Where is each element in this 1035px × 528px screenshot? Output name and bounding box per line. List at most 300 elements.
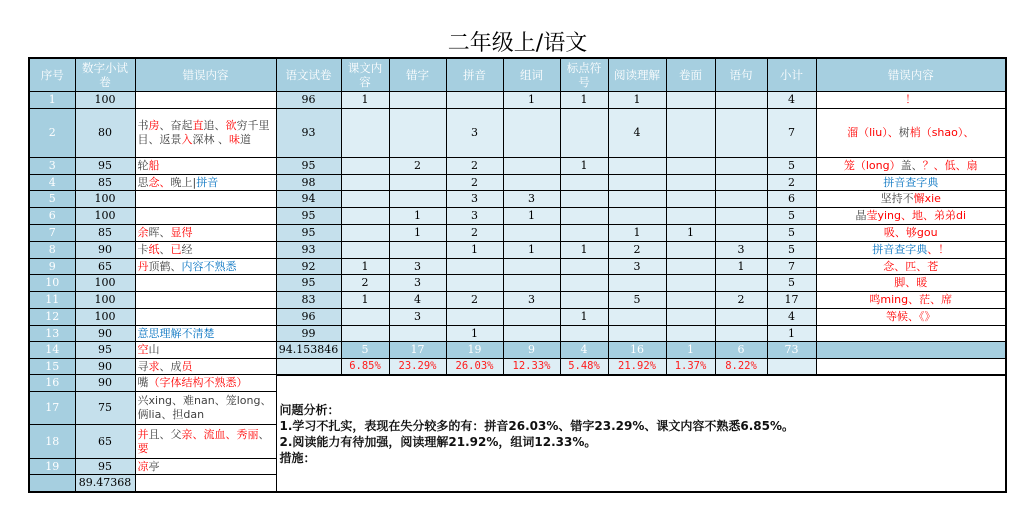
- error-text-segment: 莹ying、地、弟弟di: [866, 209, 967, 222]
- error-text-segment: 追、: [203, 119, 226, 132]
- error-text-segment: 道: [240, 133, 251, 146]
- error-text-segment: 吸、够gou: [883, 226, 938, 239]
- error-count: [715, 208, 767, 225]
- error-count: [608, 158, 666, 175]
- error-content: [135, 275, 276, 292]
- error-text-segment: 脚、暖: [894, 276, 928, 289]
- error-text-segment: 要: [137, 441, 149, 455]
- error-text-segment: 嘴: [137, 376, 149, 389]
- error-text-segment: 思: [137, 175, 149, 189]
- percent-value: 8.22%: [715, 359, 767, 375]
- error-content: [135, 459, 276, 475]
- error-content: [135, 208, 276, 225]
- exam-score: 94: [276, 191, 341, 208]
- row-number: 16: [29, 375, 75, 392]
- percent-value: 6.85%: [341, 359, 389, 375]
- percent-value: 21.92%: [608, 359, 666, 375]
- error-text-segment: 盖、: [900, 159, 923, 172]
- error-count: 1: [560, 309, 608, 326]
- exam-score: 83: [276, 292, 341, 309]
- quiz-score: 100: [75, 92, 135, 109]
- error-count: [560, 191, 608, 208]
- error-count: 3: [389, 259, 446, 275]
- error-count: [715, 326, 767, 342]
- exam-score: 92: [276, 259, 341, 275]
- subtotal: 7: [767, 259, 816, 275]
- subtotal: 2: [767, 175, 816, 191]
- error-text-segment: 念、: [148, 175, 171, 189]
- row-number: 3: [29, 158, 75, 175]
- error-count: [341, 326, 389, 342]
- error-count: [389, 326, 446, 342]
- error-text-segment: ！: [905, 93, 917, 106]
- error-count: [560, 175, 608, 191]
- error-count: 4: [389, 292, 446, 309]
- exam-average: 94.153846: [276, 342, 341, 359]
- error-text-segment: 凉: [137, 459, 149, 473]
- error-count: [560, 275, 608, 292]
- error-content: [135, 158, 276, 175]
- error-text-segment: 晚上|: [170, 175, 197, 189]
- error-text-segment: 余: [137, 226, 149, 239]
- error-content: [135, 225, 276, 242]
- error-count: [560, 326, 608, 342]
- error-content: [135, 191, 276, 208]
- error-count: [666, 109, 715, 158]
- quiz-score: 95: [75, 158, 135, 175]
- error-count: 1: [341, 292, 389, 309]
- error-count: [341, 242, 389, 259]
- error-text-segment: （字体结构不熟悉）: [148, 376, 248, 389]
- percent-value: 5.48%: [560, 359, 608, 375]
- error-count: 1: [608, 225, 666, 242]
- error-count: 2: [446, 225, 503, 242]
- analysis-measures: 措施：: [279, 450, 316, 465]
- column-header: 小计: [767, 58, 816, 92]
- subtotal: 5: [767, 225, 816, 242]
- error-count: [341, 208, 389, 225]
- error-count: [503, 109, 560, 158]
- subtotal: 5: [767, 242, 816, 259]
- error-count: [666, 242, 715, 259]
- error-content-right: [816, 259, 1006, 275]
- error-content: [135, 309, 276, 326]
- error-content-right: [816, 242, 1006, 259]
- error-text-segment: 深林 、: [192, 133, 229, 146]
- row-number: 10: [29, 275, 75, 292]
- error-count: 1: [389, 225, 446, 242]
- quiz-score: 90: [75, 375, 135, 392]
- error-text-segment: 晶: [855, 209, 867, 222]
- percent-value: 1.37%: [666, 359, 715, 375]
- error-count: [666, 326, 715, 342]
- table-row: [29, 309, 1006, 326]
- error-count: [608, 175, 666, 191]
- error-count: [560, 208, 608, 225]
- error-count: 1: [560, 158, 608, 175]
- column-header: 组词: [503, 58, 560, 92]
- column-header: 错字: [389, 58, 446, 92]
- error-text-segment: 意思理解不清楚: [137, 326, 215, 340]
- quiz-score: 100: [75, 208, 135, 225]
- error-text-segment: 且、父: [148, 427, 182, 441]
- error-count: 1: [341, 92, 389, 109]
- error-text-segment: 、！: [927, 243, 950, 256]
- error-content-right: [816, 158, 1006, 175]
- total-count: 5: [341, 342, 389, 359]
- table-row: [29, 242, 1006, 259]
- error-text-segment: 显得: [170, 226, 193, 239]
- percent-blank: [276, 359, 341, 375]
- total-count: 17: [389, 342, 446, 359]
- row-number: 12: [29, 309, 75, 326]
- subtotal: 6: [767, 191, 816, 208]
- error-text-segment: 船: [148, 159, 160, 172]
- column-header: 标点符号: [560, 58, 608, 92]
- quiz-score: 89.47368: [75, 475, 135, 492]
- total-subtotal: 73: [767, 342, 816, 359]
- error-count: [503, 275, 560, 292]
- row-number: 11: [29, 292, 75, 309]
- error-count: 4: [608, 109, 666, 158]
- table-row: [29, 259, 1006, 275]
- error-text-segment: 鸣ming、茫、席: [869, 293, 953, 306]
- error-content-right: [816, 175, 1006, 191]
- row-number: 1: [29, 92, 75, 109]
- error-count: [446, 309, 503, 326]
- error-count: [715, 158, 767, 175]
- table-row: [29, 175, 1006, 191]
- row-number: 6: [29, 208, 75, 225]
- percent-value: 23.29%: [389, 359, 446, 375]
- error-text-segment: 房: [148, 119, 160, 132]
- subtotal: 17: [767, 292, 816, 309]
- error-count: [666, 208, 715, 225]
- table-row: [29, 275, 1006, 292]
- error-text-segment: 兴xing、难nan、笼long、俩lia、担dan: [137, 394, 272, 421]
- error-count: [666, 191, 715, 208]
- error-content: [135, 342, 276, 359]
- error-count: [503, 158, 560, 175]
- error-text-segment: 经: [181, 243, 193, 256]
- page-title: 二年级上/语文: [447, 31, 588, 56]
- error-text-segment: 坚持不: [880, 192, 914, 205]
- quiz-score: 90: [75, 326, 135, 342]
- table-row: [29, 225, 1006, 242]
- error-count: [715, 225, 767, 242]
- error-content-right: [816, 309, 1006, 326]
- exam-score: 95: [276, 208, 341, 225]
- exam-score: 95: [276, 225, 341, 242]
- column-header: 错误内容: [135, 58, 276, 92]
- column-header: 课文内容: [341, 58, 389, 92]
- exam-score: 98: [276, 175, 341, 191]
- error-count: [715, 309, 767, 326]
- error-count: [560, 292, 608, 309]
- error-content: [135, 259, 276, 275]
- error-count: [503, 225, 560, 242]
- total-count: 6: [715, 342, 767, 359]
- subtotal: 5: [767, 275, 816, 292]
- error-count: 1: [389, 208, 446, 225]
- table-row: [29, 292, 1006, 309]
- error-text-segment: 书: [137, 119, 149, 132]
- row-number: 4: [29, 175, 75, 191]
- error-count: [389, 242, 446, 259]
- quiz-score: 75: [75, 392, 135, 425]
- error-count: [666, 309, 715, 326]
- row-number: 5: [29, 191, 75, 208]
- total-count: 9: [503, 342, 560, 359]
- column-header: 序号: [29, 58, 75, 92]
- subtotal: 4: [767, 309, 816, 326]
- quiz-score: 80: [75, 109, 135, 158]
- error-text-segment: 、: [159, 243, 171, 256]
- total-count: 4: [560, 342, 608, 359]
- error-content: [135, 109, 276, 158]
- row-number: 19: [29, 459, 75, 475]
- quiz-score: 90: [75, 242, 135, 259]
- error-count: 2: [446, 292, 503, 309]
- error-text-segment: 并: [137, 427, 149, 441]
- error-text-segment: 拼音: [196, 175, 219, 189]
- exam-score: 95: [276, 275, 341, 292]
- error-content-right: [816, 326, 1006, 342]
- error-text-segment: 穷千里目、返景: [137, 119, 270, 146]
- error-content-right: [816, 109, 1006, 158]
- subtotal: 7: [767, 109, 816, 158]
- total-blank: [816, 342, 1006, 359]
- error-text-segment: 、成: [159, 359, 182, 373]
- error-text-segment: 溜（liu）、: [847, 126, 899, 139]
- error-count: [666, 92, 715, 109]
- error-count: [715, 275, 767, 292]
- error-text-segment: 拼音查字典: [872, 243, 928, 256]
- error-count: [503, 259, 560, 275]
- error-count: [560, 259, 608, 275]
- error-text-segment: 卡: [137, 243, 149, 256]
- error-count: [560, 225, 608, 242]
- error-text-segment: 求: [148, 359, 160, 373]
- error-count: [341, 158, 389, 175]
- column-header: 数字小试卷: [75, 58, 135, 92]
- quiz-score: 100: [75, 309, 135, 326]
- table-row: [29, 191, 1006, 208]
- error-content-right: [816, 275, 1006, 292]
- error-count: [341, 191, 389, 208]
- error-count: 3: [389, 275, 446, 292]
- error-count: 1: [446, 326, 503, 342]
- table-row: [29, 109, 1006, 158]
- error-text-segment: 顶鹤、: [148, 259, 182, 273]
- problem-analysis: [276, 375, 1006, 492]
- error-content: [135, 92, 276, 109]
- column-header: 语句: [715, 58, 767, 92]
- error-count: 1: [341, 259, 389, 275]
- error-count: [389, 109, 446, 158]
- error-content-right: [816, 92, 1006, 109]
- error-count: [715, 175, 767, 191]
- error-count: [608, 208, 666, 225]
- exam-score: 96: [276, 309, 341, 326]
- exam-score: 99: [276, 326, 341, 342]
- error-content-right: [816, 191, 1006, 208]
- quiz-score: 95: [75, 342, 135, 359]
- error-count: 3: [715, 242, 767, 259]
- percent-value: 12.33%: [503, 359, 560, 375]
- error-count: [341, 309, 389, 326]
- error-text-segment: ？、低、扇: [922, 159, 978, 172]
- error-text-segment: 内容不熟悉: [181, 259, 237, 273]
- error-text-segment: 已: [170, 243, 182, 256]
- error-count: 3: [446, 208, 503, 225]
- column-header: 错误内容: [816, 58, 1006, 92]
- error-count: 1: [560, 92, 608, 109]
- error-text-segment: 梢（shao）、: [909, 126, 975, 139]
- exam-score: 96: [276, 92, 341, 109]
- column-header: 阅读理解: [608, 58, 666, 92]
- error-text-segment: 轮: [137, 159, 149, 172]
- table-row: [29, 92, 1006, 109]
- row-number: 15: [29, 359, 75, 375]
- error-text-segment: 空: [137, 343, 149, 356]
- error-count: 1: [666, 225, 715, 242]
- header-row: [29, 58, 1006, 92]
- error-text-segment: 山: [148, 343, 160, 356]
- table-row: [29, 342, 1006, 359]
- error-count: 3: [503, 292, 560, 309]
- error-count: [608, 309, 666, 326]
- error-count: 1: [503, 242, 560, 259]
- error-count: [446, 259, 503, 275]
- error-text-segment: 欲: [225, 119, 237, 132]
- error-count: [341, 109, 389, 158]
- row-number: 8: [29, 242, 75, 259]
- row-number: 9: [29, 259, 75, 275]
- error-count: [715, 92, 767, 109]
- error-count: [666, 275, 715, 292]
- row-number: 2: [29, 109, 75, 158]
- error-content: [135, 326, 276, 342]
- column-header: 语文试卷: [276, 58, 341, 92]
- error-text-segment: 亭: [148, 459, 160, 473]
- quiz-score: 90: [75, 359, 135, 375]
- quiz-score: 100: [75, 292, 135, 309]
- error-text-segment: 拼音查字典: [883, 175, 939, 189]
- error-count: [503, 309, 560, 326]
- row-number: 18: [29, 425, 75, 459]
- error-text-segment: 纸: [148, 243, 160, 256]
- error-count: [389, 175, 446, 191]
- error-content-right: [816, 225, 1006, 242]
- percent-blank: [816, 359, 1006, 375]
- error-count: 2: [608, 242, 666, 259]
- error-count: 3: [503, 191, 560, 208]
- error-count: [666, 158, 715, 175]
- error-count: 2: [446, 158, 503, 175]
- error-content: [135, 359, 276, 375]
- error-content: [135, 175, 276, 191]
- error-text-segment: 念、匹、苍: [883, 259, 939, 273]
- error-count: 1: [608, 92, 666, 109]
- error-count: [608, 326, 666, 342]
- subtotal: 4: [767, 92, 816, 109]
- column-header: 拼音: [446, 58, 503, 92]
- error-content: [135, 425, 276, 459]
- error-count: 3: [446, 109, 503, 158]
- error-count: 1: [560, 242, 608, 259]
- percent-blank: [767, 359, 816, 375]
- error-count: [666, 175, 715, 191]
- row-number: 14: [29, 342, 75, 359]
- error-count: [389, 92, 446, 109]
- error-count: 2: [341, 275, 389, 292]
- error-count: [446, 92, 503, 109]
- error-text-segment: 、: [258, 427, 270, 441]
- analysis-line2: 2.阅读能力有待加强，阅读理解21.92%，组词12.33%。: [279, 434, 597, 449]
- total-count: 1: [666, 342, 715, 359]
- analysis-heading: 问题分析：: [279, 402, 340, 417]
- quiz-score: 100: [75, 275, 135, 292]
- error-count: 1: [503, 92, 560, 109]
- error-count: [341, 225, 389, 242]
- error-count: 1: [503, 208, 560, 225]
- subtotal: 1: [767, 326, 816, 342]
- error-content-right: [816, 292, 1006, 309]
- percent-value: 26.03%: [446, 359, 503, 375]
- error-text-segment: 丹: [137, 259, 149, 273]
- quiz-score: 100: [75, 191, 135, 208]
- quiz-score: 85: [75, 175, 135, 191]
- error-count: [666, 292, 715, 309]
- error-text-segment: 味: [229, 133, 240, 146]
- error-text-segment: 笼（long）: [843, 159, 901, 172]
- error-text-segment: 员: [181, 359, 193, 373]
- row-number: 13: [29, 326, 75, 342]
- error-text-segment: 树: [898, 126, 910, 139]
- error-count: [560, 109, 608, 158]
- error-text-segment: 懈xie: [913, 192, 941, 205]
- score-table: [28, 57, 1007, 493]
- error-text-segment: 等候、《》: [886, 310, 936, 323]
- table-row: [29, 359, 1006, 375]
- subtotal: 5: [767, 208, 816, 225]
- total-count: 19: [446, 342, 503, 359]
- error-count: [503, 326, 560, 342]
- error-text-segment: 亲、流血、秀丽: [181, 427, 259, 441]
- error-count: [341, 175, 389, 191]
- error-count: 3: [389, 309, 446, 326]
- error-count: 2: [389, 158, 446, 175]
- error-count: [446, 275, 503, 292]
- column-header: 卷面: [666, 58, 715, 92]
- error-count: [666, 259, 715, 275]
- error-count: [715, 109, 767, 158]
- quiz-score: 65: [75, 259, 135, 275]
- error-count: 3: [446, 191, 503, 208]
- quiz-score: 85: [75, 225, 135, 242]
- error-content: [135, 242, 276, 259]
- error-content: [135, 475, 276, 492]
- exam-score: 93: [276, 109, 341, 158]
- exam-score: 93: [276, 242, 341, 259]
- table-row: [29, 326, 1006, 342]
- error-content: [135, 392, 276, 425]
- table-row: [29, 208, 1006, 225]
- error-count: 3: [608, 259, 666, 275]
- error-count: [715, 191, 767, 208]
- error-text-segment: 入: [181, 133, 193, 146]
